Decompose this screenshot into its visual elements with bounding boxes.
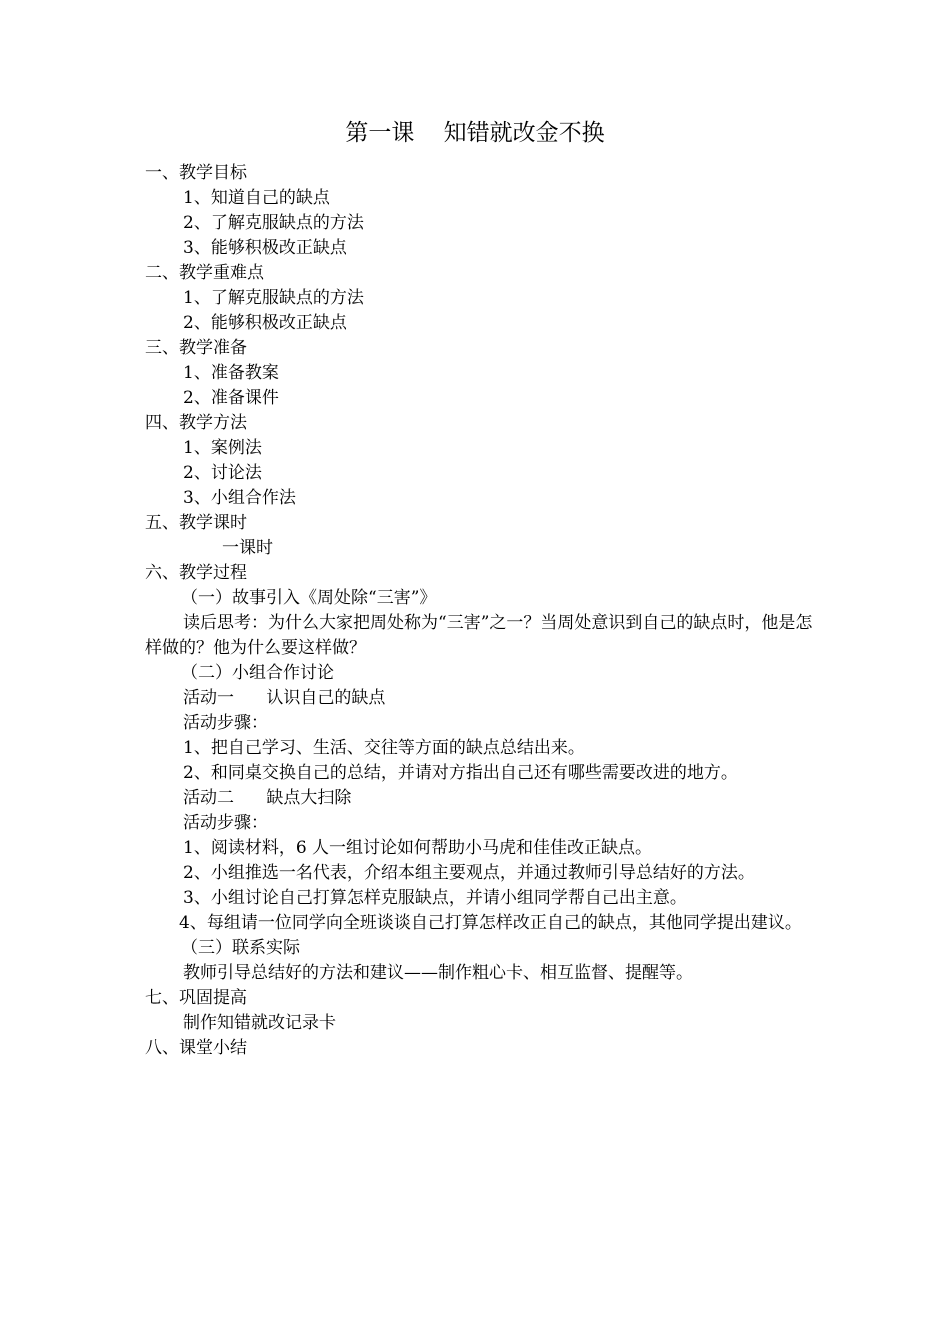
activity-step: 3、小组讨论自己打算怎样克服缺点，并请小组同学帮自己出主意。 [183,888,687,908]
paragraph-practice: 教师引导总结好的方法和建议——制作粗心卡、相互监督、提醒等。 [183,963,693,983]
page-title: 第一课 知错就改金不换 [345,120,605,146]
activity-step: 2、小组推选一名代表，介绍本组主要观点，并通过教师引导总结好的方法。 [183,863,755,883]
list-item: 3、小组合作法 [183,488,296,508]
list-item: 2、准备课件 [183,388,279,408]
list-item: 1、了解克服缺点的方法 [183,288,364,308]
list-item: 一课时 [222,538,273,558]
list-item: 1、案例法 [183,438,262,458]
activity-title: 活动二 缺点大扫除 [183,788,352,808]
list-item: 1、准备教案 [183,363,279,383]
activity-step: 1、阅读材料，6 人一组讨论如何帮助小马虎和佳佳改正缺点。 [183,838,653,858]
section-heading-preparation: 三、教学准备 [145,338,247,358]
subsection-heading-group-discussion: （二）小组合作讨论 [181,663,334,683]
section-heading-duration: 五、教学课时 [145,513,247,533]
list-item: 2、讨论法 [183,463,262,483]
activity-step: 1、把自己学习、生活、交往等方面的缺点总结出来。 [183,738,585,758]
activity-step: 4、每组请一位同学向全班谈谈自己打算怎样改正自己的缺点，其他同学提出建议。 [179,913,802,933]
list-item: 1、知道自己的缺点 [183,188,330,208]
list-item: 2、了解克服缺点的方法 [183,213,364,233]
lesson-plan-body [145,161,813,1061]
list-item: 3、能够积极改正缺点 [183,238,347,258]
section-heading-methods: 四、教学方法 [145,413,247,433]
activity-steps-label: 活动步骤： [183,713,268,733]
list-item: 制作知错就改记录卡 [183,1013,336,1033]
subsection-heading-practice: （三）联系实际 [181,938,300,958]
activity-step: 2、和同桌交换自己的总结，并请对方指出自己还有哪些需要改进的地方。 [183,763,738,783]
activity-steps-label: 活动步骤： [183,813,268,833]
section-heading-objectives: 一、教学目标 [145,163,247,183]
activity-title: 活动一 认识自己的缺点 [183,688,386,708]
subsection-heading-story: （一）故事引入《周处除“三害”》 [181,588,437,608]
list-item: 2、能够积极改正缺点 [183,313,347,333]
section-heading-process: 六、教学过程 [145,563,247,583]
section-heading-consolidation: 七、巩固提高 [145,988,247,1008]
section-heading-summary: 八、课堂小结 [145,1038,247,1058]
paragraph-reflection: 读后思考：为什么大家把周处称为“三害”之一？当周处意识到自己的缺点时，他是怎样做的？他为什么要这样做？ [145,613,813,658]
section-heading-key-points: 二、教学重难点 [145,263,264,283]
